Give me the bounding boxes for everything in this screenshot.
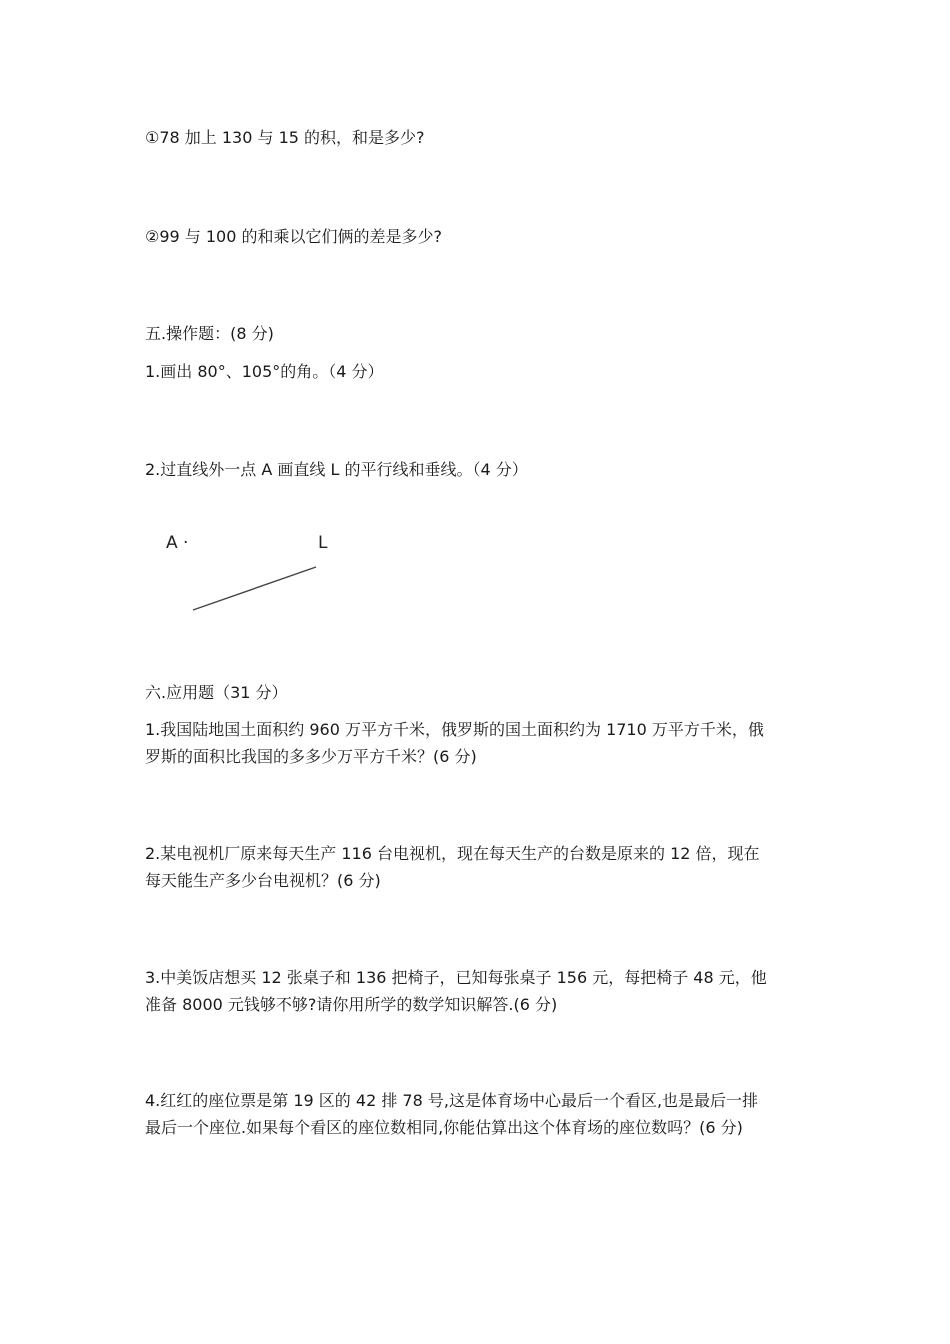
question-2: ②99 与 100 的和乘以它们俩的差是多少? [145,227,442,246]
line-l-label: L [318,533,328,553]
problem-4-line-2: 最后一个座位.如果每个看区的座位数相同,你能估算出这个体育场的座位数吗？(6 分) [145,1118,743,1137]
section-6-title: 六.应用题（31 分） [145,683,288,702]
problem-4 [145,1087,810,1141]
problem-1 [145,716,810,770]
section-5-item-2: 2.过直线外一点 A 画直线 L 的平行线和垂线。（4 分） [145,460,528,479]
problem-2 [145,840,810,894]
problem-1-line-1: 1.我国陆地国土面积约 960 万平方千米，俄罗斯的国土面积约为 1710 万平方千米，俄 [145,720,764,739]
question-1: ①78 加上 130 与 15 的积，和是多少? [145,128,425,147]
problem-2-line-1: 2.某电视机厂原来每天生产 116 台电视机，现在每天生产的台数是原来的 12 倍，现在 [145,844,760,863]
problem-3-line-1: 3.中美饭店想买 12 张桌子和 136 把椅子，已知每张桌子 156 元，每把椅子 48 元，他 [145,968,767,987]
line-l [160,525,360,625]
section-5-title: 五.操作题：(8 分) [145,324,274,343]
problem-2-line-2: 每天能生产多少台电视机？(6 分) [145,871,381,890]
problem-3-line-2: 准备 8000 元钱够不够?请你用所学的数学知识解答.(6 分) [145,995,558,1014]
problem-3 [145,964,810,1018]
parallel-perpendicular-figure [160,525,360,625]
point-a-label: A · [166,533,189,553]
section-5-item-1: 1.画出 80°、105°的角。（4 分） [145,362,384,381]
problem-4-line-1: 4.红红的座位票是第 19 区的 42 排 78 号,这是体育场中心最后一个看区,也是最后一排 [145,1091,759,1110]
problem-1-line-2: 罗斯的面积比我国的多多少万平方千米？(6 分) [145,747,477,766]
